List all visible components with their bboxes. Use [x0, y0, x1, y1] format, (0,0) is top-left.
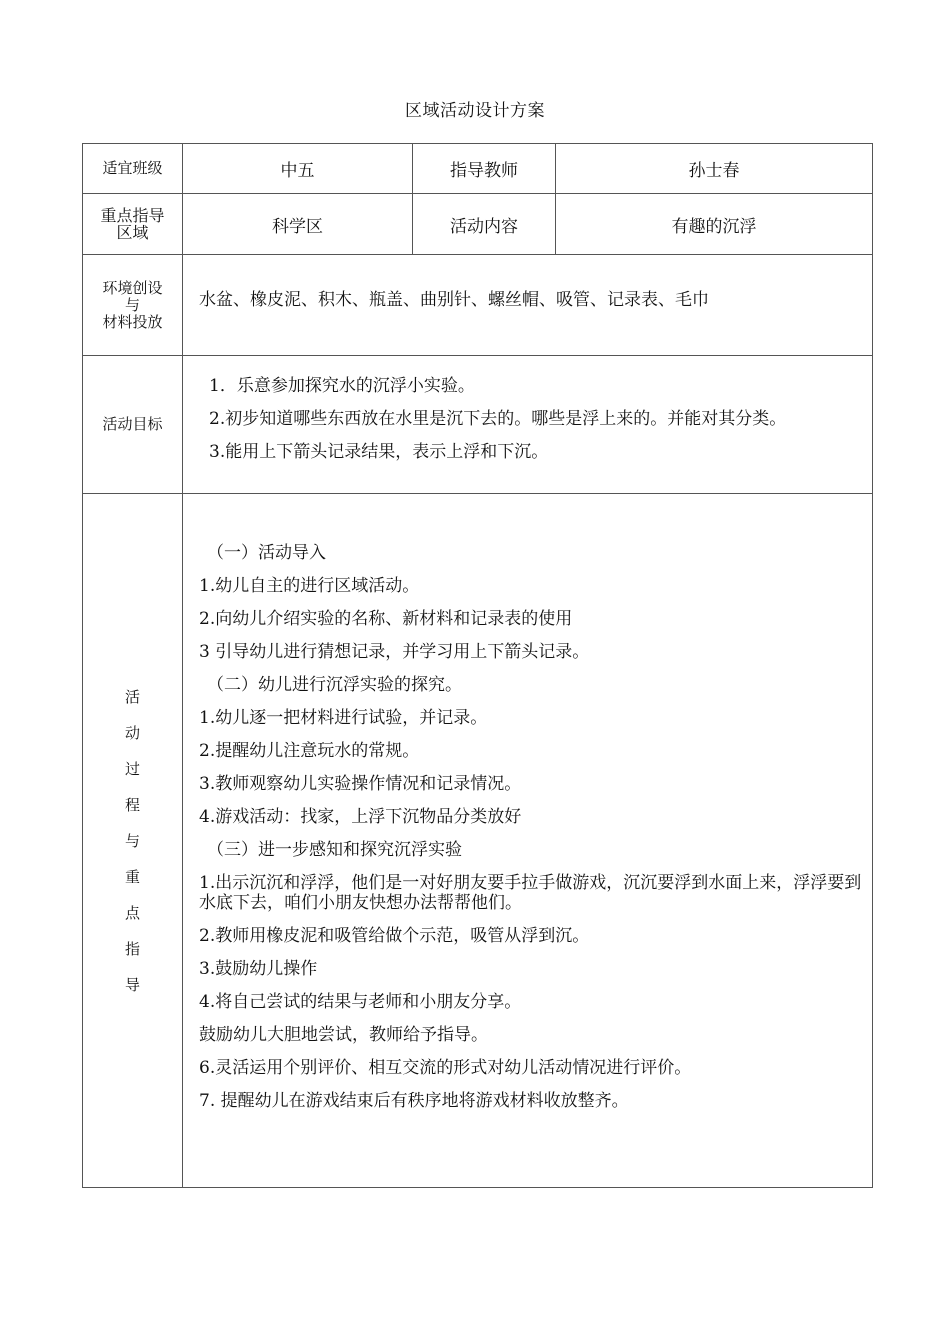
- section-heading: （二）幼儿进行沉浮实验的探究。: [207, 675, 462, 695]
- goals-label: 活动目标: [83, 356, 183, 494]
- process-step: 鼓励幼儿大胆地尝试，教师给予指导。: [199, 1025, 488, 1045]
- row-goals: [83, 356, 873, 494]
- process-step: 4.将自己尝试的结果与老师和小朋友分享。: [199, 992, 522, 1012]
- process-step: 1.出示沉沉和浮浮，他们是一对好朋友要手拉手做游戏，沉沉要浮到水面上来，浮浮要到水底下去，咱们小朋友快想办法帮帮他们。: [199, 873, 862, 913]
- process-label: [83, 494, 183, 1188]
- class-label: 适宜班级: [83, 144, 183, 194]
- process-step: 1.幼儿逐一把材料进行试验，并记录。: [199, 708, 488, 728]
- goal-item: 2.初步知道哪些东西放在水里是沉下去的。哪些是浮上来的。并能对其分类。: [209, 409, 787, 429]
- process-step: 1.幼儿自主的进行区域活动。: [199, 576, 420, 596]
- row-area-content: [83, 194, 873, 255]
- process-content: [183, 494, 873, 1188]
- process-label-char: 导: [124, 975, 140, 994]
- area-label: [83, 194, 183, 255]
- class-value: 中五: [183, 144, 413, 194]
- process-label-char: 重: [124, 867, 140, 886]
- goal-item: 1．乐意参加探究水的沉浮小实验。: [209, 376, 475, 396]
- process-label-char: 动: [124, 723, 140, 742]
- section-heading: （一）活动导入: [207, 543, 326, 563]
- area-label-line1: 重点指导: [100, 206, 165, 225]
- area-value: 科学区: [183, 194, 413, 255]
- process-label-char: 过: [124, 759, 140, 778]
- process-step: 2.提醒幼儿注意玩水的常规。: [199, 741, 420, 761]
- materials-label-line3: 材料投放: [102, 312, 163, 331]
- activity-plan-table: [82, 143, 873, 1188]
- materials-label-line1: 环境创设: [102, 278, 163, 297]
- process-step: 7. 提醒幼儿在游戏结束后有秩序地将游戏材料收放整齐。: [199, 1091, 629, 1111]
- materials-value: 水盆、橡皮泥、积木、瓶盖、曲别针、螺丝帽、吸管、记录表、毛巾: [183, 255, 873, 356]
- document-title: 区域活动设计方案: [405, 101, 545, 121]
- process-label-char: 与: [124, 831, 140, 850]
- section-heading: （三）进一步感知和探究沉浮实验: [207, 840, 462, 860]
- process-step: 3 引导幼儿进行猜想记录，并学习用上下箭头记录。: [199, 642, 590, 662]
- teacher-label: 指导教师: [413, 144, 556, 194]
- teacher-value: 孙士春: [556, 144, 873, 194]
- row-materials: [83, 255, 873, 356]
- process-step: 3.教师观察幼儿实验操作情况和记录情况。: [199, 774, 522, 794]
- row-process: [83, 494, 873, 1188]
- process-label-char: 程: [124, 795, 140, 814]
- area-label-line2: 区域: [116, 223, 149, 242]
- materials-label-line2: 与: [124, 295, 140, 314]
- content-label: 活动内容: [413, 194, 556, 255]
- process-label-char: 指: [124, 939, 140, 958]
- process-label-char: 活: [124, 687, 140, 706]
- process-label-char: 点: [124, 903, 140, 922]
- content-value: 有趣的沉浮: [556, 194, 873, 255]
- process-step: 6.灵活运用个别评价、相互交流的形式对幼儿活动情况进行评价。: [199, 1058, 692, 1078]
- materials-label: [83, 255, 183, 356]
- goal-item: 3.能用上下箭头记录结果，表示上浮和下沉。: [209, 442, 549, 462]
- process-step: 2.向幼儿介绍实验的名称、新材料和记录表的使用: [199, 609, 573, 629]
- goals-list: [183, 356, 873, 494]
- process-step: 4.游戏活动：找家，上浮下沉物品分类放好: [199, 807, 522, 827]
- row-class-teacher: [83, 144, 873, 194]
- process-step: 2.教师用橡皮泥和吸管给做个示范，吸管从浮到沉。: [199, 926, 590, 946]
- process-step: 3.鼓励幼儿操作: [199, 959, 318, 979]
